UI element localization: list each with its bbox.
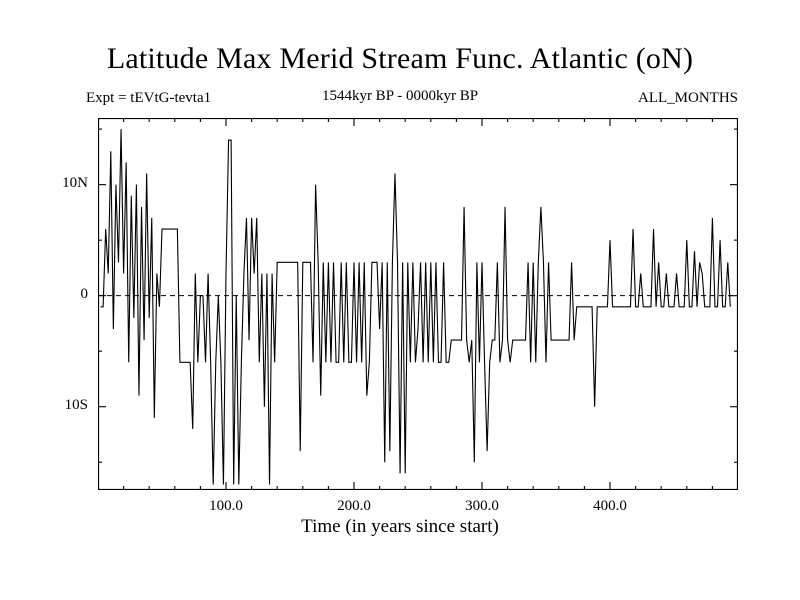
plot-area [62, 118, 738, 514]
x-axis-label: Time (in years since start) [301, 516, 499, 537]
time-range-label: 1544kyr BP - 0000kyr BP [321, 88, 479, 104]
experiment-label: Expt = tEVtG-tevta1 [86, 90, 212, 106]
y-tick-label: 10S [64, 396, 88, 413]
months-label: ALL_MONTHS [638, 90, 738, 106]
x-tick-label: 300.0 [465, 498, 499, 514]
x-tick-label: 200.0 [337, 498, 371, 514]
y-tick-label: 0 [80, 285, 88, 302]
y-tick-label: 10N [62, 174, 88, 191]
chart-svg [98, 118, 738, 490]
x-tick-label: 100.0 [209, 498, 243, 514]
x-tick-label: 400.0 [593, 498, 627, 514]
axis-ticks [98, 118, 738, 490]
page-title: Latitude Max Merid Stream Func. Atlantic (oN) [106, 42, 694, 75]
data-series-line [101, 129, 731, 484]
